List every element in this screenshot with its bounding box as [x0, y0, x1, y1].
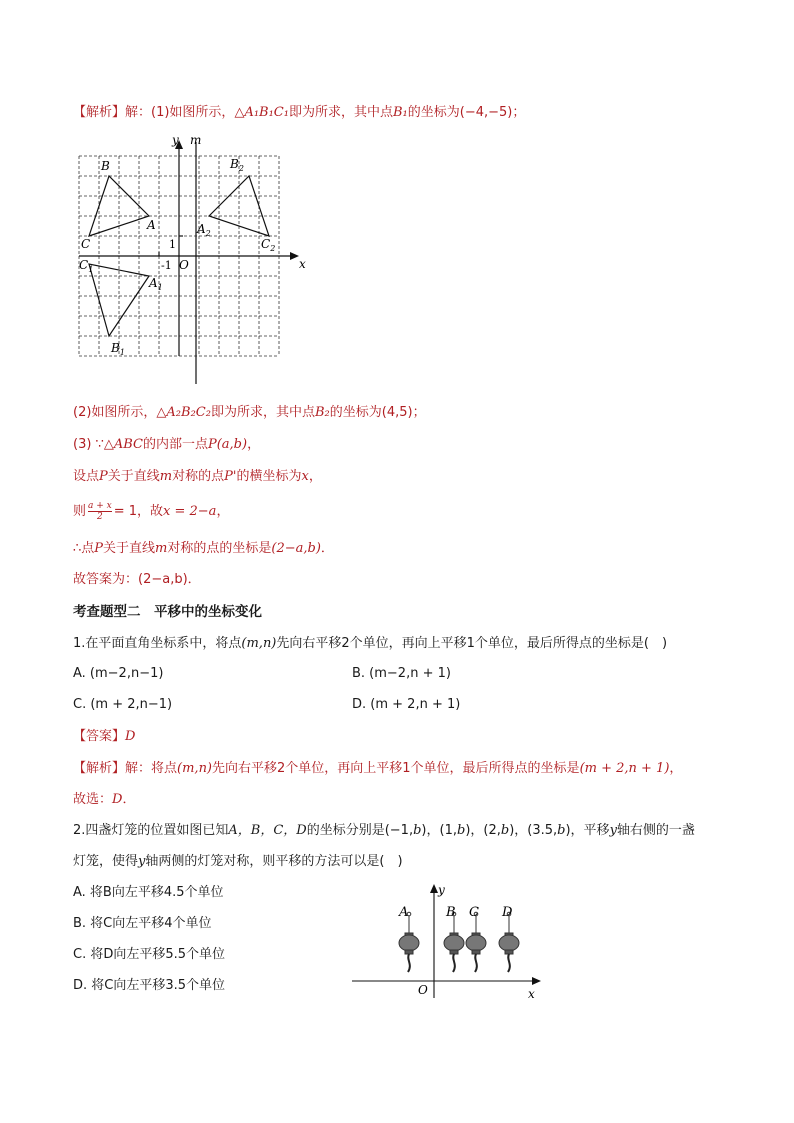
solution-part1-line: 【解析】解：(1)如图所示，△A₁B₁C₁即为所求，其中点B₁的坐标为(−4,−5)； [73, 105, 526, 120]
point-B1-label: $B_1$ [111, 341, 125, 357]
lantern-b [444, 912, 464, 972]
tick-label-neg1: -1 [161, 259, 172, 272]
q1-answer-line [73, 728, 135, 746]
lantern-label-c: C [469, 905, 479, 920]
solution-part2-line: (2)如图所示，△A₂B₂C₂即为所求，其中点B₂的坐标为(4,5)； [73, 405, 426, 420]
lantern-label-a: A [399, 905, 409, 920]
lantern-y-axis-label: y [438, 883, 445, 897]
point-C1-label: $C_1$ [79, 258, 94, 274]
lantern-figure [350, 880, 550, 1005]
lantern-label-d: D [502, 905, 513, 920]
q1-explanation-line1: 【解析】解：将点(m,n)先向右平移2个单位，再向上平移1个单位，最后所得点的坐标是(m + 2,n + 1)， [73, 761, 683, 776]
lantern-c [466, 912, 486, 972]
q1-option-c: C. (m + 2,n−1) [73, 697, 173, 712]
answer-value: D [125, 729, 136, 744]
point-B2-label: $B_2$ [230, 157, 244, 173]
q1-stem: 1.在平面直角坐标系中，将点(m,n)先向右平移2个单位，再向上平移1个单位，最后所得点的坐标是( ) [73, 636, 668, 651]
lanterns [399, 912, 519, 972]
point-A2-label: $A_2$ [197, 222, 211, 238]
line-m-label: m [190, 133, 202, 147]
point-A1-label: $A_1$ [149, 276, 163, 292]
coordinate-grid-figure [70, 130, 310, 390]
answer-tag: 【答案】 [73, 729, 126, 744]
section-heading: 考查题型二 平移中的坐标变化 [73, 604, 262, 620]
q2-option-c: C. 将D向左平移5.5个单位 [73, 947, 226, 962]
q1-option-b: B. (m−2,n + 1) [352, 666, 451, 681]
solution-part3-line4: ∴点P关于直线m对称的点的坐标是(2−a,b)． [73, 541, 334, 556]
q2-option-b: B. 将C向左平移4个单位 [73, 916, 212, 931]
analysis-tag: 【解析】 [73, 105, 126, 120]
solution-part3-line1: (3) ∵△ABC的内部一点P(a,b)， [73, 437, 261, 452]
q1-explanation-line2: 故选：D． [73, 792, 136, 807]
lantern-a [399, 912, 419, 972]
fraction: $\frac{a + x}{2}$ [88, 501, 112, 522]
solution-final-answer: 故答案为：(2−a,b)． [73, 572, 201, 587]
point-B-label: B [101, 159, 110, 173]
lantern-origin-label: O [418, 983, 428, 997]
q2-option-a: A. 将B向左平移4.5个单位 [73, 885, 224, 900]
solution-part3-line2: 设点P关于直线m对称的点P'的横坐标为x， [73, 469, 322, 484]
solution-part3-line3: 则 $\frac{a + x}{2}$ = 1，故x = 2−a， [73, 501, 230, 522]
tick-label-1: 1 [169, 238, 176, 251]
q2-option-d: D. 将C向左平移3.5个单位 [73, 978, 226, 993]
q2-stem-line1: 2.四盏灯笼的位置如图已知A，B，C，D的坐标分别是(−1,b)，(1,b)，(2,b)，(3.5,b)，平移y轴右侧的一盏 [73, 823, 695, 838]
q1-option-a: A. (m−2,n−1) [73, 666, 164, 681]
lantern-x-axis-label: x [528, 987, 535, 1001]
q2-stem-line2: 灯笼，使得y轴两侧的灯笼对称，则平移的方法可以是( ) [73, 854, 403, 869]
point-C-label: C [81, 237, 91, 251]
point-C2-label: $C_2$ [261, 237, 276, 253]
point-A-label: A [147, 218, 156, 232]
q1-option-d: D. (m + 2,n + 1) [352, 697, 461, 712]
triangle-a1b1c1 [89, 264, 149, 336]
lantern-d [499, 912, 519, 972]
y-axis-label: y [172, 133, 179, 147]
lantern-label-b: B [446, 905, 456, 920]
x-axis-label: x [299, 257, 306, 271]
origin-label: O [179, 258, 189, 272]
